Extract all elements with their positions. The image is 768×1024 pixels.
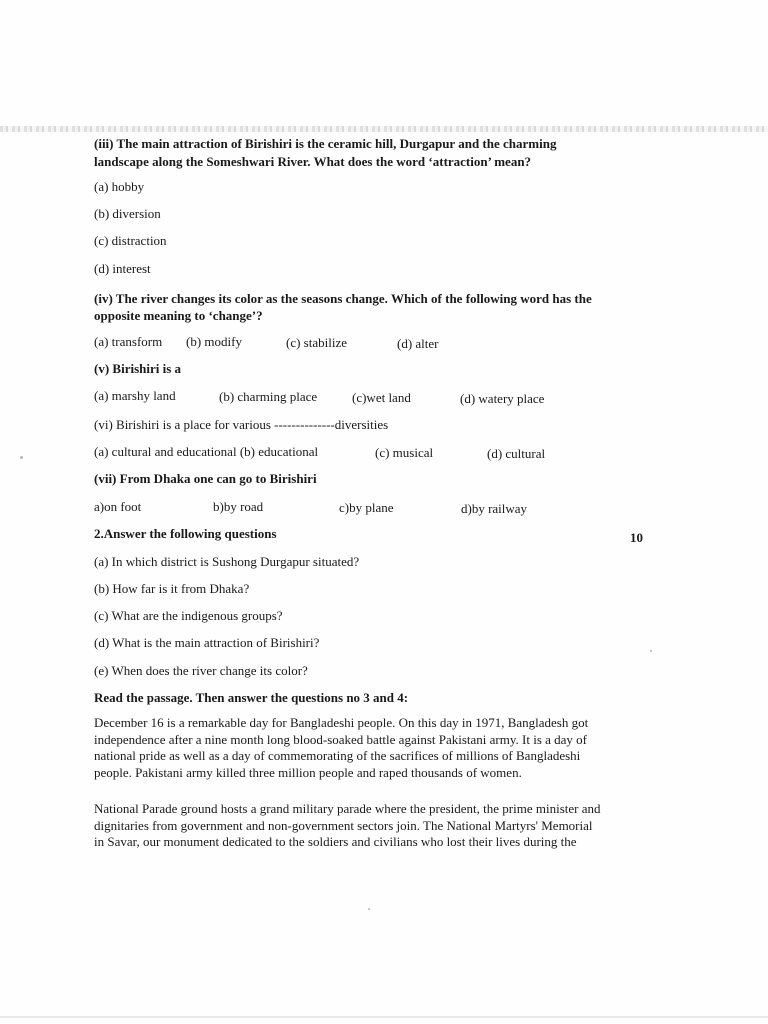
paragraph-2-line-3: in Savar, our monument dedicated to the soldiers and civilians who lost their lives during the <box>94 834 577 849</box>
section-2-heading: 2.Answer the following questions <box>94 526 277 541</box>
option-vii-b: b)by road <box>213 499 264 514</box>
paragraph-1-line-3: national pride as well as a day of commemorating of the sacrifices of millions of Bangladeshi <box>94 748 581 763</box>
question-iv-line1: (iv) The river changes its color as the seasons change. Which of the following word has the <box>94 291 592 306</box>
paragraph-1-line-2: independence after a nine month long blood-soaked battle against Pakistani army. It is a day of <box>94 731 588 747</box>
scan-edge-bottom <box>0 1016 768 1018</box>
option-iii-c: (c) distraction <box>94 233 167 248</box>
section-2-question-c: (c) What are the indigenous groups? <box>94 608 283 623</box>
option-v-c: (c)wet land <box>352 390 411 405</box>
question-iv-line2: opposite meaning to ‘change’? <box>94 308 263 323</box>
question-iii-line2: landscape along the Someshwari River. What does the word ‘attraction’ mean? <box>94 154 532 169</box>
section-2-question-a: (a) In which district is Sushong Durgapur situated? <box>94 554 360 569</box>
option-iii-a: (a) hobby <box>94 179 145 194</box>
scan-speck <box>20 456 23 459</box>
scan-speck <box>368 908 370 910</box>
scan-edge-top <box>0 126 768 132</box>
option-iii-d: (d) interest <box>94 261 151 276</box>
option-vii-d: d)by railway <box>461 501 528 516</box>
option-v-a: (a) marshy land <box>94 388 176 403</box>
paragraph-1-line-1: December 16 is a remarkable day for Bangladeshi people. On this day in 1971, Bangladesh got <box>94 715 589 730</box>
section-2-marks: 10 <box>630 530 643 545</box>
option-v-d: (d) watery place <box>460 391 545 406</box>
option-iv-b: (b) modify <box>186 334 242 349</box>
section-2-question-b: (b) How far is it from Dhaka? <box>94 581 250 596</box>
scan-speck <box>650 650 652 652</box>
question-iii-line1: (iii) The main attraction of Birishiri is the ceramic hill, Durgapur and the charming <box>94 136 557 151</box>
option-vi-c: (c) musical <box>375 445 434 460</box>
option-iv-c: (c) stabilize <box>286 335 347 350</box>
paragraph-2-line-1: National Parade ground hosts a grand military parade where the president, the prime minister and <box>94 801 601 816</box>
question-vii-stem: (vii) From Dhaka one can go to Birishiri <box>94 471 317 486</box>
section-2-question-d: (d) What is the main attraction of Birishiri? <box>94 635 320 650</box>
option-v-b: (b) charming place <box>219 389 318 404</box>
question-v-stem: (v) Birishiri is a <box>94 361 182 376</box>
question-vi-stem: (vi) Birishiri is a place for various --------------diversities <box>94 417 389 432</box>
option-vi-ab: (a) cultural and educational (b) educational <box>94 444 319 459</box>
passage-paragraph-1 <box>94 715 666 781</box>
option-vi-d: (d) cultural <box>487 446 546 461</box>
option-iii-b: (b) diversion <box>94 206 161 221</box>
paragraph-2-line-2: dignitaries from government and non-government sectors join. The National Martyrs' Memorial <box>94 817 593 833</box>
passage-heading: Read the passage. Then answer the questions no 3 and 4: <box>94 690 409 705</box>
paragraph-1-line-4: people. Pakistani army killed three million people and raped thousands of women. <box>94 764 522 780</box>
passage-paragraph-2 <box>94 801 666 851</box>
option-iv-a: (a) transform <box>94 334 163 349</box>
section-2-question-e: (e) When does the river change its color? <box>94 663 308 678</box>
option-vii-a: a)on foot <box>94 499 142 514</box>
option-vii-c: c)by plane <box>339 500 394 515</box>
option-iv-d: (d) alter <box>397 336 439 351</box>
